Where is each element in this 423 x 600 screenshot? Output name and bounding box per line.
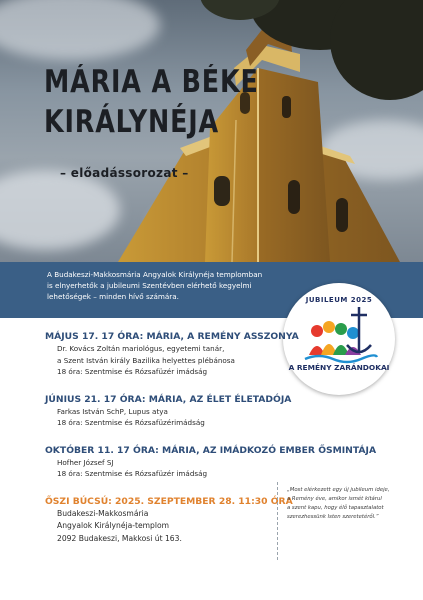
badge-top-text: JUBILEUM 2025 — [305, 296, 373, 304]
event-title: MÁJUS 17. 17 ÓRA: MÁRIA, A REMÉNY ASSZONYA — [45, 331, 299, 342]
feast-detail: Angyalok Királynéja-templom — [57, 521, 170, 530]
intro-line: lehetőségek – minden hívő számára. — [47, 292, 179, 301]
event-detail: 18 óra: Szentmise és Rózsafüzér imádság — [57, 469, 208, 478]
event-item — [45, 444, 377, 480]
intro-line: A Budakeszi-Makkosmária Angyalok Királynéja templomban — [47, 270, 263, 279]
event-list — [45, 330, 377, 560]
quote-line: a szent kapu, hogy élő tapasztalatot — [287, 505, 384, 511]
church-photo — [0, 0, 423, 262]
badge-bottom-text: A REMÉNY ZARÁNDOKAI — [288, 363, 390, 372]
event-item — [45, 330, 345, 378]
event-detail: Farkas István SchP, Lupus atya — [57, 406, 168, 416]
quote-line: „Most elérkezett egy új jubileum ideje, — [287, 487, 390, 493]
intro-line: is elnyerhetők a jubileumi Szentévben elérhető kegyelmi — [47, 281, 252, 290]
event-detail: 18 óra: Szentmise és Rózsafüzérimádság — [57, 418, 205, 427]
event-detail: Dr. Kovács Zoltán mariológus, egyetemi tanár, — [57, 344, 225, 353]
poster-subtitle: – előadássorozat – — [60, 166, 189, 180]
jubilee-quote — [287, 486, 417, 522]
event-detail: a Szent István király Bazilika helyettes plébánosa — [57, 355, 235, 365]
feast-detail: 2092 Budakeszi, Makkosi út 163. — [57, 533, 182, 543]
title-line-2: KIRÁLYNÉJA — [44, 104, 220, 140]
quote-line: a Remény éve, amikor ismét kitárul — [287, 496, 382, 502]
event-title: JÚNIUS 21. 17 ÓRA: MÁRIA, AZ ÉLET ÉLETADÓJA — [45, 393, 292, 405]
poster-title — [44, 62, 259, 142]
event-detail: 18 óra: Szentmise és Rózsafüzér imádság — [57, 367, 208, 376]
intro-text — [47, 269, 307, 302]
quote-divider — [277, 482, 278, 560]
title-line-1: MÁRIA A BÉKE — [44, 64, 259, 100]
event-detail: Hofher József SJ — [57, 457, 114, 467]
feast-title: ŐSZI BÚCSÚ: 2025. SZEPTEMBER 28. 11:30 ÓRA — [45, 495, 293, 507]
event-title: OKTÓBER 11. 17 ÓRA: MÁRIA, AZ IMÁDKOZÓ EMBER ŐSMINTÁJA — [45, 444, 377, 456]
event-item — [45, 393, 345, 429]
quote-line: szerezhessünk Isten szeretetéről.” — [287, 514, 379, 520]
feast-detail: Budakeszi-Makkosmária — [57, 508, 149, 518]
